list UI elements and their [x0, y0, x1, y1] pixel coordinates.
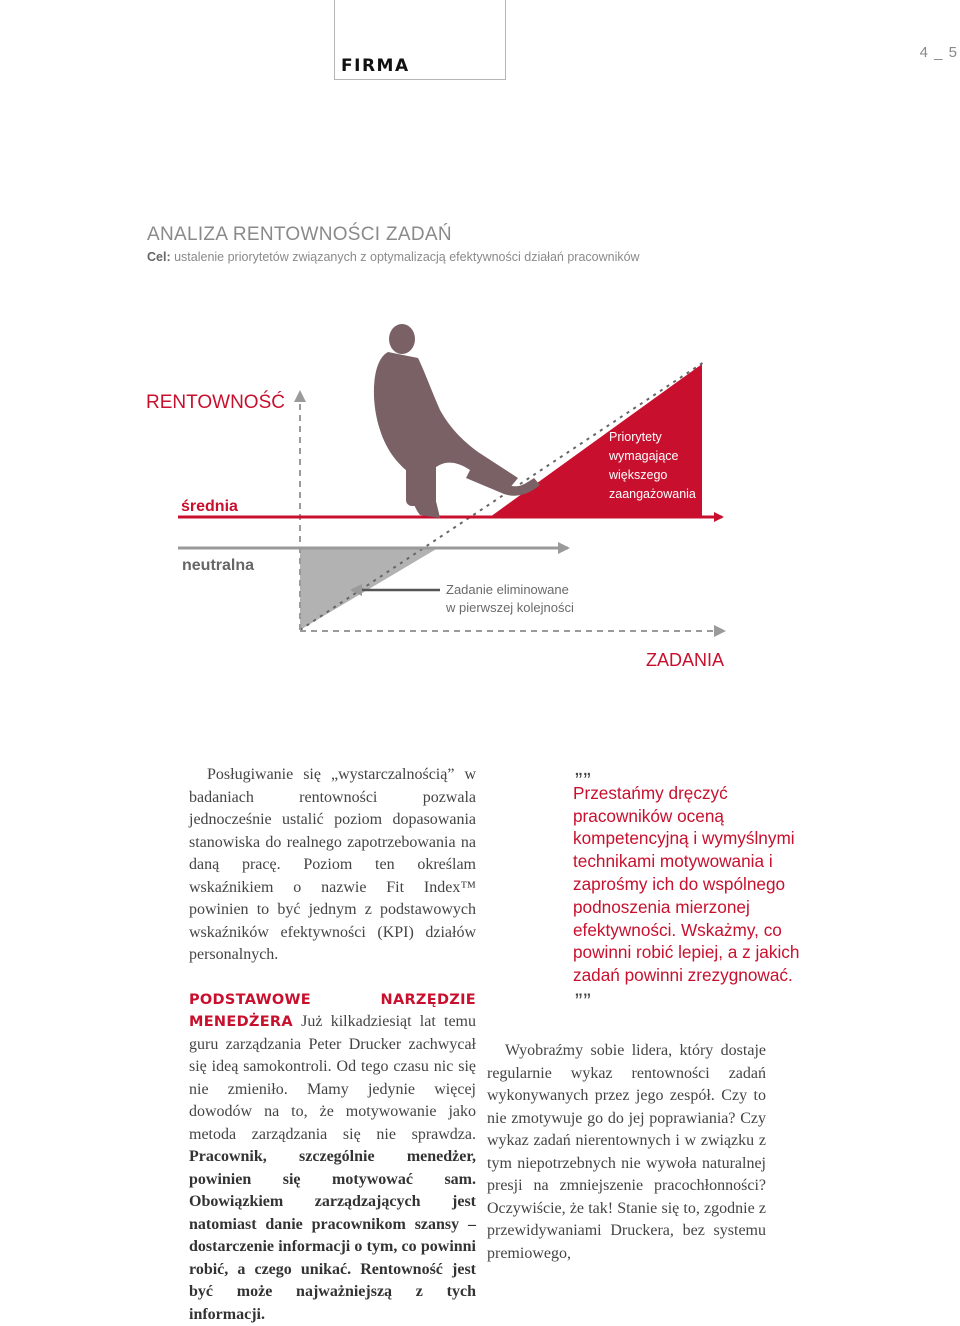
- priority-note-line: większego: [608, 468, 667, 482]
- eliminated-note-line: Zadanie eliminowane: [446, 582, 569, 597]
- right-paragraph: Wyobraźmy sobie lidera, który dostaje regularnie wykaz rentowności zadań wykonywanych przez jego zespół. Czy to nie zmotywuje go do jej poprawiania? Czy wykaz zadań nierentownych i w związku z tym niepotrzebnych nie wywoła naturalnej presji na zmniejszenie pracochłonności? Oczywiście, że tak! Stanie się to, zgodnie z przewidywaniami Druckera, bez systemu premiowego,: [487, 1040, 766, 1265]
- businessman-silhouette: [374, 324, 540, 518]
- priority-note-line: zaangażowania: [609, 487, 696, 501]
- pull-quote: [573, 757, 823, 1014]
- quote-open-mark: „„: [575, 757, 823, 780]
- section-label: FIRMA: [341, 56, 410, 76]
- left-paragraph-1: Posługiwanie się „wystarczalnością” w badaniach rentowności pozwala jednocześnie ustalić poziom dopasowania stanowiska do realnego zapotrzebowania na daną pracę. Poziom ten określam wskaźnikiem o nazwie Fit Index™ powinien to być jednym z podstawowych wskaźników efektywności (KPI) działów personalnych.: [189, 764, 476, 967]
- goal-text: ustalenie priorytetów związanych z optymalizacją efektywności działań pracowników: [171, 250, 640, 264]
- left-paragraph-2: [189, 989, 476, 1326]
- right-column: [487, 1040, 766, 1265]
- goal-line: [147, 250, 640, 264]
- eliminated-note-line: w pierwszej kolejności: [445, 600, 574, 615]
- left-column: [189, 764, 476, 1326]
- goal-label: Cel:: [147, 250, 171, 264]
- quote-close-mark: ””: [575, 991, 823, 1014]
- y-axis-label: RENTOWNOŚĆ: [146, 391, 285, 413]
- priority-note-line: wymagające: [608, 449, 679, 463]
- eliminated-note: [445, 582, 574, 615]
- priority-note-line: Priorytety: [609, 430, 663, 444]
- profitability-diagram: [0, 300, 960, 690]
- page-title: ANALIZA RENTOWNOŚCI ZADAŃ: [147, 224, 452, 246]
- quote-text: Przestańmy dręczyć pracowników oceną kompetencyjną i wymyślnymi technikami motywowania i zaprośmy ich do wspólnego podnoszenia mierzonej efektywności. Wskażmy, co powinni robić lepiej, a z jakich zadań powinni zrezygnować.: [573, 782, 823, 987]
- level-average-label: średnia: [181, 498, 238, 515]
- left-paragraph-2-regular: Już kilkadziesiąt lat temu guru zarządzania Peter Drucker zachwycał się ideą samokontroli. Od tego czasu nic się nie zmieniło. Mamy jedynie więcej dowodów na to, że motywowanie jako metoda zarządzania się nie sprawdza.: [189, 1013, 476, 1143]
- left-paragraph-2-bold: Pracownik, szczególnie menedżer, powinien się motywować sam. Obowiązkiem zarządzających jest natomiast danie pracownikom szansy – dostarczenie informacji o tym, co powinni robić, a czego unikać. Rentowność jest być może najważniejszą z tych informacji.: [189, 1148, 476, 1323]
- page-numbers: 4 _ 5: [920, 44, 958, 61]
- level-neutral-label: neutralna: [182, 557, 254, 574]
- subheading: PODSTAWOWE NARZĘDZIE MENEDŻERA: [189, 992, 476, 1031]
- x-axis-label: ZADANIA: [646, 650, 724, 670]
